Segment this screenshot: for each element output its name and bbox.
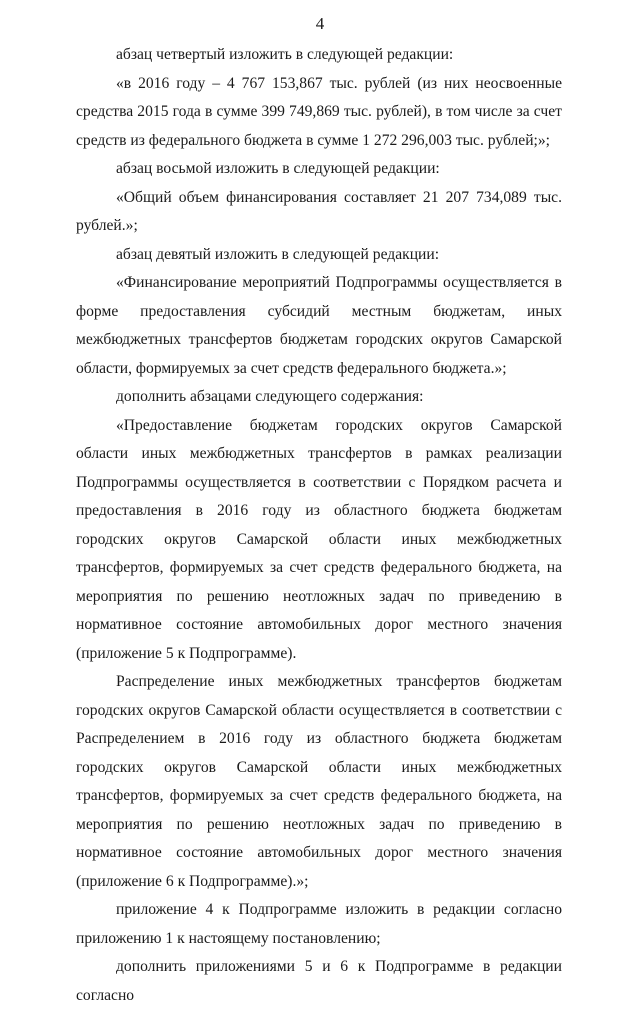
paragraph-prilozhenie-4: приложение 4 к Подпрограмме изложить в редакции согласно приложению 1 к настоящему постановлению; xyxy=(76,901,562,947)
paragraph-finance-2016: «в 2016 году – 4 767 153,867 тыс. рублей (из них неосвоенные средства 2015 года в сумме 399 749,869 тыс. рублей), в том числе за счет средств из федерального бюджета в сумме 1 272 296,003 тыс. рублей;»; xyxy=(76,74,562,149)
paragraph-dopolnit-abzacami: дополнить абзацами следующего содержания: xyxy=(116,388,424,405)
paragraph-provision-transfers: «Предоставление бюджетам городских округов Самарской области иных межбюджетных трансфертов в рамках реализации Подпрограммы осуществляется в соответствии с Порядком расчета и предоставления в 2016 году из областного бюджета бюджетам городских округов Самарской области иных межбюджетных трансфертов, формируемых за счет средств федерального бюджета, на мероприятия по решению неотложных задач по приведению в нормативное состояние автомобильных дорог местного значения (приложение 5 к Подпрограмме). xyxy=(76,416,562,662)
paragraph-total-financing: «Общий объем финансирования составляет 21 207 734,089 тыс. рублей.»; xyxy=(76,188,562,234)
paragraph-abzac-chetvertyj: абзац четвертый изложить в следующей редакции: xyxy=(116,46,454,63)
document-body xyxy=(76,41,562,1010)
paragraph-abzac-vosmoj: абзац восьмой изложить в следующей редакции: xyxy=(116,160,440,177)
paragraph-distribution-transfers: Распределение иных межбюджетных трансфертов бюджетам городских округов Самарской области осуществляется в соответствии с Распределением в 2016 году из областного бюджета бюджетам городских округов Самарской области иных межбюджетных трансфертов, формируемых за счет средств федерального бюджета, на мероприятия по решению неотложных задач по приведению в нормативное состояние автомобильных дорог местного значения (приложение 6 к Подпрограмме).»; xyxy=(76,673,562,890)
paragraph-abzac-devyatyj: абзац девятый изложить в следующей редакции: xyxy=(116,245,440,263)
page-number: 4 xyxy=(315,14,325,33)
paragraph-dopolnit-prilozheniyami: дополнить приложениями 5 и 6 к Подпрограмме в редакции согласно xyxy=(76,958,562,1004)
paragraph-financing-form: «Финансирование мероприятий Подпрограммы осуществляется в форме предоставления субсидий местным бюджетам, иных межбюджетных трансфертов бюджетам городских округов Самарской области, формируемых за счет средств федерального бюджета.»; xyxy=(76,274,562,377)
